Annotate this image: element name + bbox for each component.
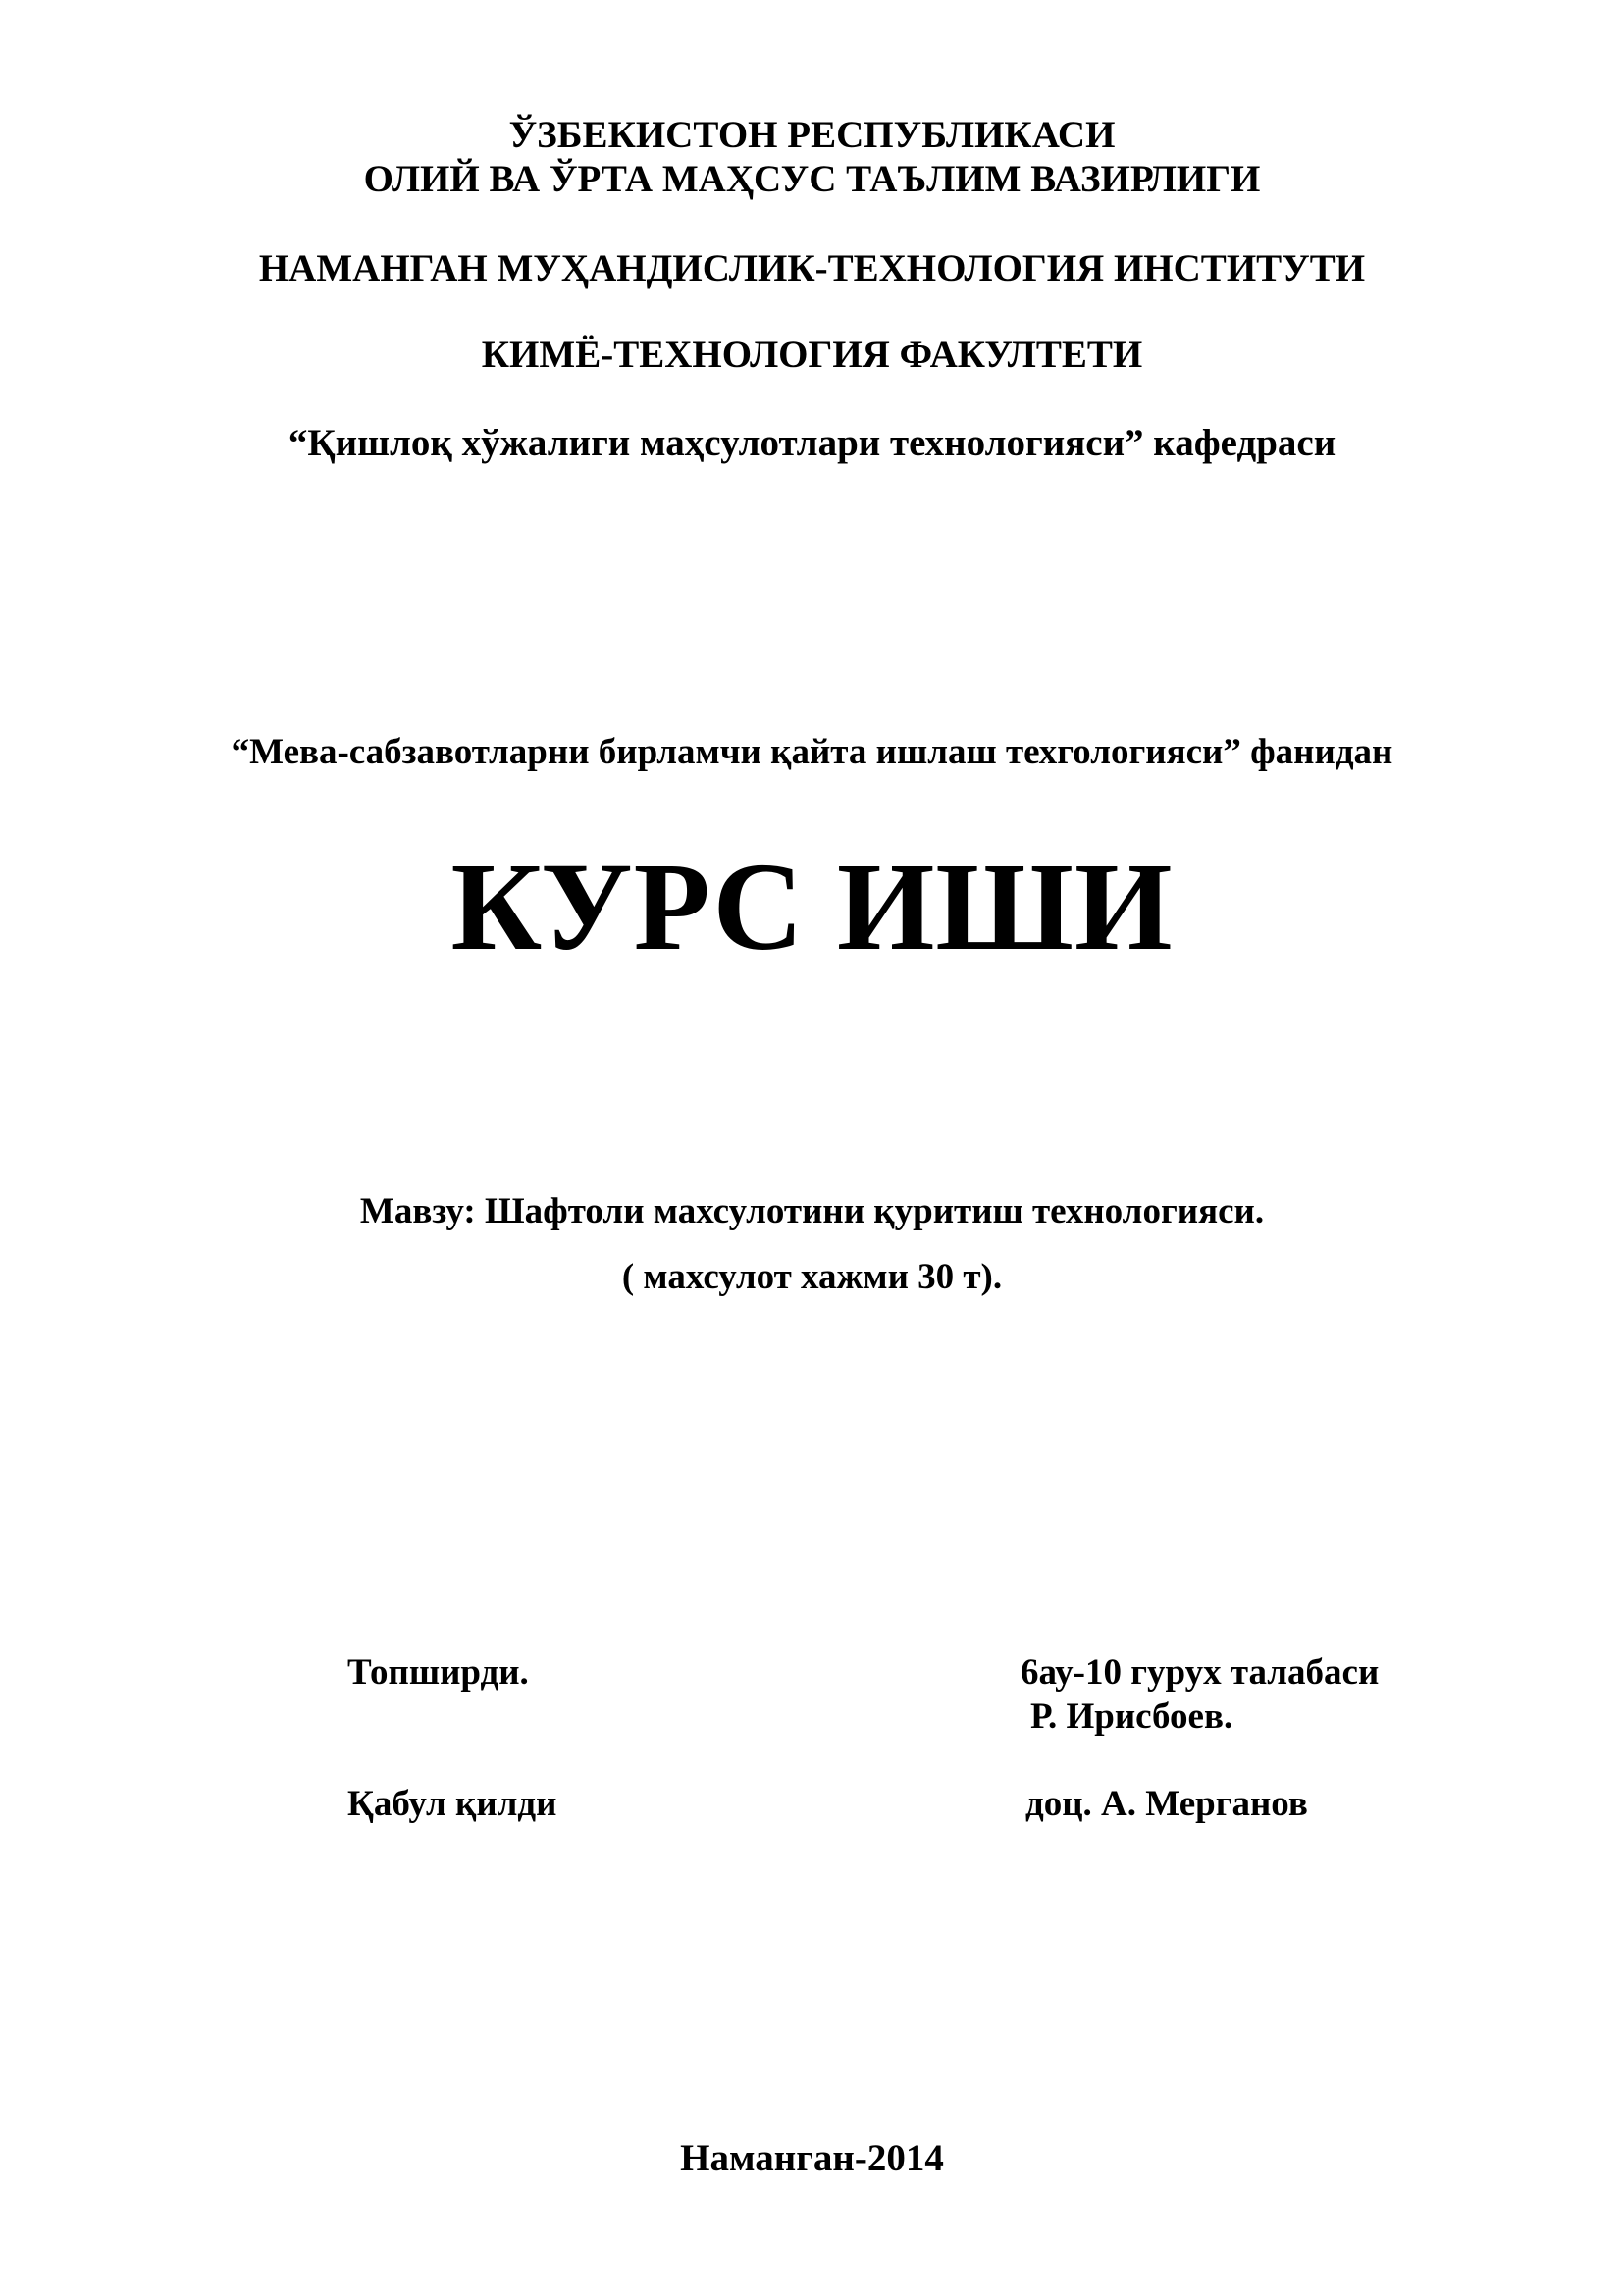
header-department: “Қишлоқ хўжалиги маҳсулотлари технологияси” кафедраси [288,422,1336,464]
student-name: Р. Ирисбоев. [1030,1696,1233,1737]
submitted-label: Топширди. [347,1652,529,1693]
supervisor-name: доц. А. Мерганов [1025,1784,1308,1824]
header-republic: ЎЗБЕКИСТОН РЕСПУБЛИКАСИ [508,114,1116,156]
footer-city-year: Наманган-2014 [680,2137,944,2179]
topic-line-2: ( махсулот хажми 30 т). [621,1257,1003,1297]
subject-line: “Мева-сабзавотларни бирламчи қайта ишлаш техгологияси” фанидан [231,732,1393,772]
header-institute: НАМАНГАН МУҲАНДИСЛИК-ТЕХНОЛОГИЯ ИНСТИТУТИ [258,247,1366,289]
header-ministry: ОЛИЙ ВА ЎРТА МАҲСУС ТАЪЛИМ ВАЗИРЛИГИ [363,158,1261,200]
topic-line-1: Мавзу: Шафтоли махсулотини қуритиш технологияси. [359,1191,1265,1231]
document-title: КУРС ИШИ [450,837,1174,976]
accepted-label: Қабул қилди [347,1784,557,1824]
header-faculty: КИМЁ-ТЕХНОЛОГИЯ ФАКУЛТЕТИ [481,334,1143,376]
student-group: 6ау-10 гурух талабаси [1021,1652,1380,1693]
